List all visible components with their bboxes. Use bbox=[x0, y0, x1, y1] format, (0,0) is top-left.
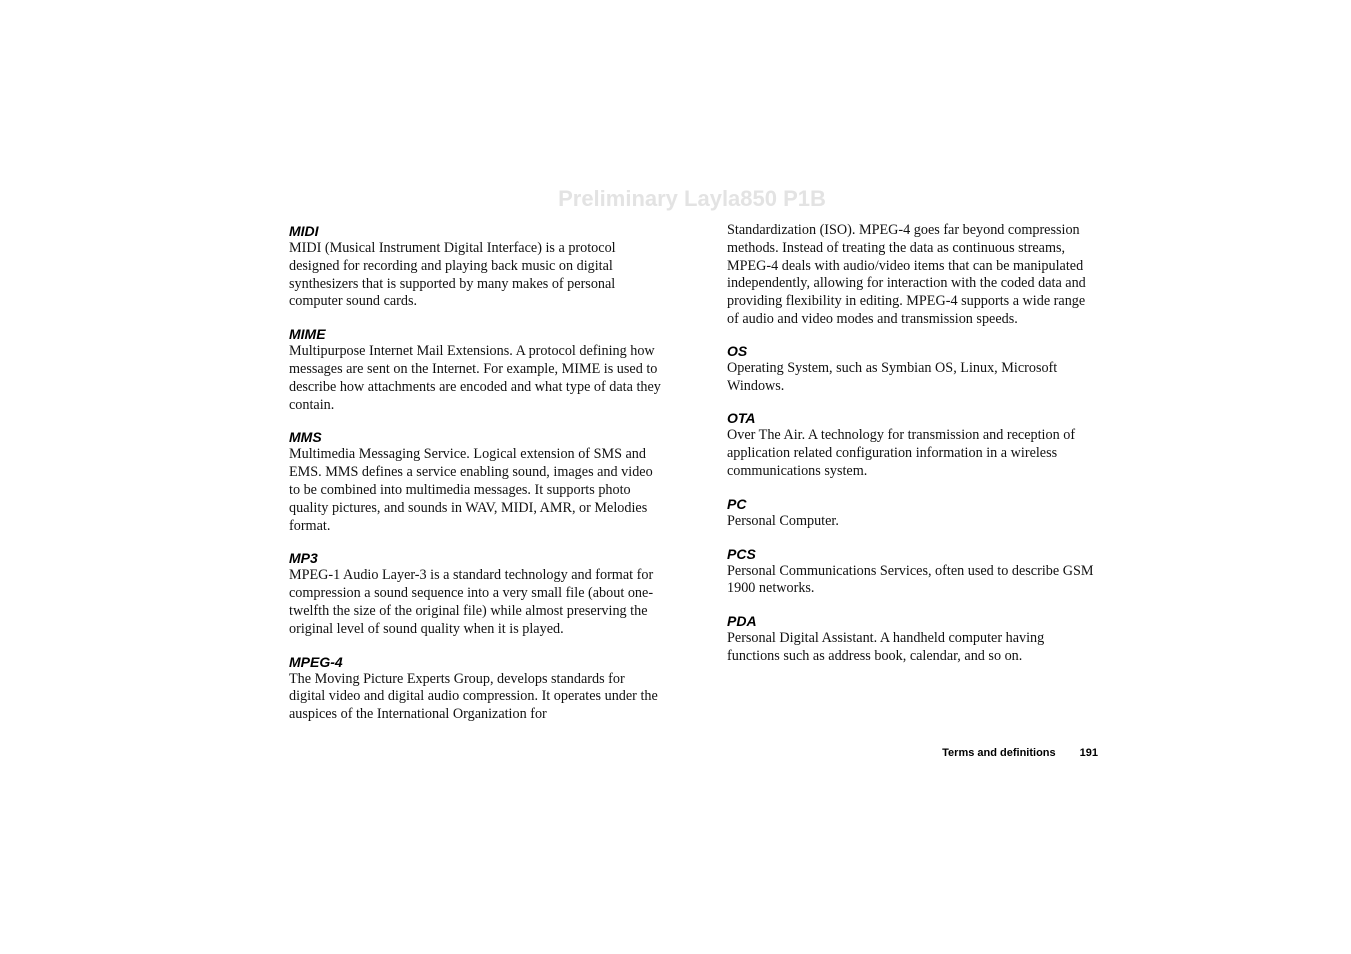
term-definition: Over The Air. A technology for transmission and reception of application related configuration information in a wireless communications system. bbox=[727, 427, 1076, 479]
left-column bbox=[289, 222, 664, 738]
term-title: OTA bbox=[727, 410, 756, 427]
glossary-entry-mp3 bbox=[289, 549, 664, 638]
term-definition: Personal Digital Assistant. A handheld computer having functions such as address book, calendar, and so on. bbox=[727, 630, 1045, 664]
term-definition: Multimedia Messaging Service. Logical extension of SMS and EMS. MMS defines a service enabling sound, images and video to be combined into multimedia messages. It supports photo quality pictures, and sounds in WAV, MIDI, AMR, or Melodies format. bbox=[289, 446, 653, 534]
glossary-entry-mime bbox=[289, 325, 664, 414]
watermark: Preliminary Layla850 P1B bbox=[558, 186, 826, 211]
glossary-entry-pc bbox=[727, 495, 1099, 531]
term-definition: MPEG-1 Audio Layer-3 is a standard technology and format for compression a sound sequence into a very small file (about one-twelfth the size of the original file) while almost preserving the original level of sound quality when it is played. bbox=[289, 567, 654, 637]
term-title: MP3 bbox=[289, 550, 318, 567]
term-title: OS bbox=[727, 342, 748, 359]
glossary-entry-mms bbox=[289, 428, 664, 535]
glossary-entry-pda bbox=[727, 612, 1099, 666]
page-footer bbox=[942, 746, 1098, 760]
mpeg4-definition-continued: Standardization (ISO). MPEG-4 goes far beyond compression methods. Instead of treating the data as continuous streams, MPEG-4 deals with audio/video items that can be manipulated independently, allowing for interaction with the coded data and providing flexibility in editing. MPEG-4 supports a wide range of audio and video modes and transmission speeds. bbox=[727, 222, 1086, 327]
term-title: MPEG-4 bbox=[289, 653, 343, 670]
term-title: PC bbox=[727, 495, 747, 512]
term-definition: Operating System, such as Symbian OS, Linux, Microsoft Windows. bbox=[727, 359, 1058, 394]
term-definition: Multipurpose Internet Mail Extensions. A protocol defining how messages are sent on the Internet. For example, MIME is used to describe how attachments are encoded and what type of data they contain. bbox=[289, 343, 661, 413]
glossary-entry-mpeg4 bbox=[289, 653, 664, 724]
term-title: PCS bbox=[727, 545, 756, 562]
term-title: MMS bbox=[289, 429, 322, 446]
glossary-entry-midi bbox=[289, 222, 664, 311]
term-definition: Personal Communications Services, often used to describe GSM 1900 networks. bbox=[727, 562, 1094, 597]
glossary-entry-ota bbox=[727, 409, 1099, 480]
term-title: MIDI bbox=[289, 223, 319, 239]
footer-section-title: Terms and definitions bbox=[942, 747, 1056, 759]
glossary-entry-os bbox=[727, 342, 1099, 396]
term-title: PDA bbox=[727, 613, 757, 630]
right-column bbox=[727, 222, 1099, 680]
term-definition: MIDI (Musical Instrument Digital Interface) is a protocol designed for recording and playing back music on digital synthesizers that is supported by many makes of personal computer sound cards. bbox=[289, 240, 616, 310]
glossary-entry-pcs bbox=[727, 545, 1099, 599]
page-number: 191 bbox=[1079, 747, 1098, 759]
term-title: MIME bbox=[289, 326, 326, 343]
term-definition: The Moving Picture Experts Group, develops standards for digital video and digital audio compression. It operates under the auspices of the International Organization for bbox=[289, 670, 658, 723]
term-definition: Personal Computer. bbox=[727, 512, 839, 529]
